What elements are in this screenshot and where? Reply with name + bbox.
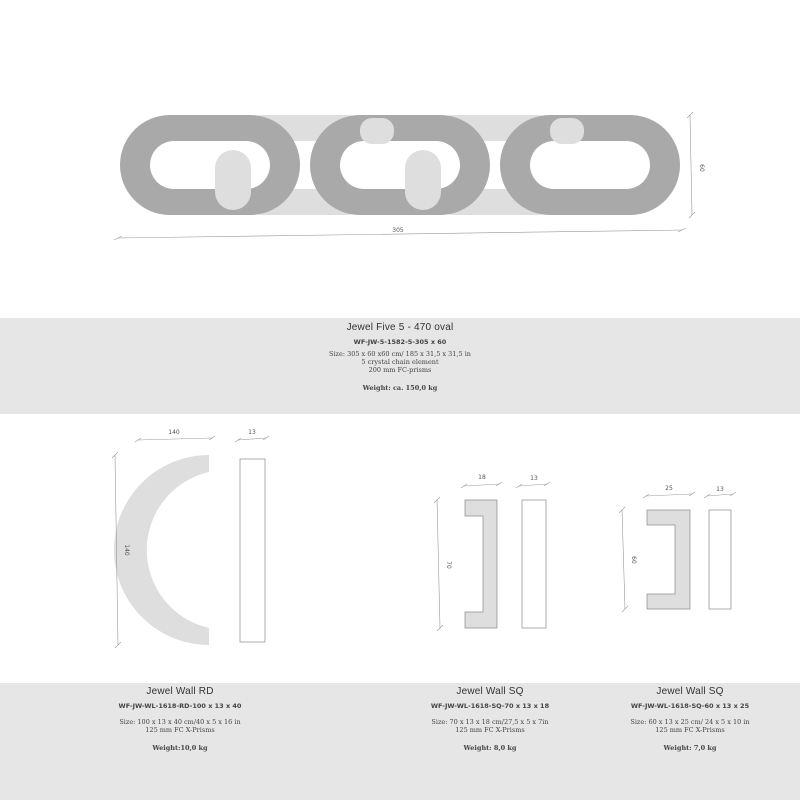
chain-overlap-1	[215, 150, 251, 210]
wall-rd-side-view	[240, 459, 265, 642]
chain-height-label: 60	[698, 164, 705, 172]
chain-weight: Weight: ca. 150,0 kg	[362, 384, 438, 392]
wall-rd-code: WF-JW-WL-1618-RD-100 x 13 x 40	[118, 701, 242, 710]
wall-rd-width-label: 140	[168, 429, 180, 436]
wall-rd-size: Size: 100 x 13 x 40 cm/40 x 5 x 16 in	[119, 717, 241, 726]
chain-drawing	[120, 115, 680, 215]
wall-sq60-width-label: 25	[665, 485, 673, 492]
chain-prisms: 200 mm FC-prisms	[368, 365, 432, 374]
wall-sq60-height-label: 60	[630, 556, 637, 564]
chain-link-5	[500, 115, 680, 215]
wall-sq60-side-view	[709, 510, 731, 609]
wall-sq70-width-label: 18	[478, 474, 486, 481]
wall-sq70-drawing	[465, 500, 546, 628]
wall-sq70-side-view	[522, 500, 546, 628]
wall-sq70-depth-label: 13	[530, 475, 538, 482]
wall-sq70-weight: Weight: 8,0 kg	[463, 743, 517, 752]
wall-sq70-info	[400, 686, 580, 752]
chain-overlap-3	[360, 118, 394, 144]
wall-sq70-size: Size: 70 x 13 x 18 cm/27,5 x 5 x 7in	[431, 717, 549, 726]
chain-elements: 5 crystal chain element	[361, 357, 439, 366]
wall-rd-depth-label: 13	[248, 429, 256, 436]
wall-rd-title: Jewel Wall RD	[146, 686, 214, 697]
wall-sq60-depth-label: 13	[716, 486, 724, 493]
wall-sq60-info	[600, 686, 780, 752]
wall-rd-height-label: 140	[123, 544, 130, 556]
wall-sq60-drawing	[647, 510, 731, 609]
wall-sq70-title: Jewel Wall SQ	[456, 686, 524, 697]
wall-sq70-prisms: 125 mm FC X-Prisms	[455, 725, 525, 734]
chain-link-3	[310, 115, 490, 215]
chain-code: WF-JW-5-1582-5-305 x 60	[353, 337, 447, 346]
chain-size: Size: 305 x 60 x60 cm/ 185 x 31,5 x 31,5 in	[329, 349, 471, 358]
wall-rd-prisms: 125 mm FC X-Prisms	[145, 725, 215, 734]
chain-info	[250, 322, 550, 392]
chain-overlap-2	[405, 150, 441, 210]
wall-sq70-code: WF-JW-WL-1618-SQ-70 x 13 x 18	[430, 701, 550, 710]
chain-title: Jewel Five 5 - 470 oval	[346, 322, 454, 333]
chain-link-1	[120, 115, 300, 215]
wall-sq60-title: Jewel Wall SQ	[656, 686, 724, 697]
chain-overlap-4	[550, 118, 584, 144]
wall-sq60-code: WF-JW-WL-1618-SQ-60 x 13 x 25	[630, 701, 750, 710]
wall-sq60-bracket	[647, 510, 690, 609]
wall-sq60-weight: Weight: 7,0 kg	[663, 743, 717, 752]
wall-sq70-height-label: 70	[445, 561, 452, 569]
wall-rd-drawing	[114, 455, 265, 645]
wall-sq60-prisms: 125 mm FC X-Prisms	[655, 725, 725, 734]
chain-width-label: 305	[392, 227, 404, 234]
wall-rd-info	[90, 686, 270, 752]
wall-rd-weight: Weight:10,0 kg	[152, 743, 208, 752]
wall-sq70-bracket	[465, 500, 497, 628]
wall-sq60-size: Size: 60 x 13 x 25 cm/ 24 x 5 x 10 in	[630, 717, 750, 726]
